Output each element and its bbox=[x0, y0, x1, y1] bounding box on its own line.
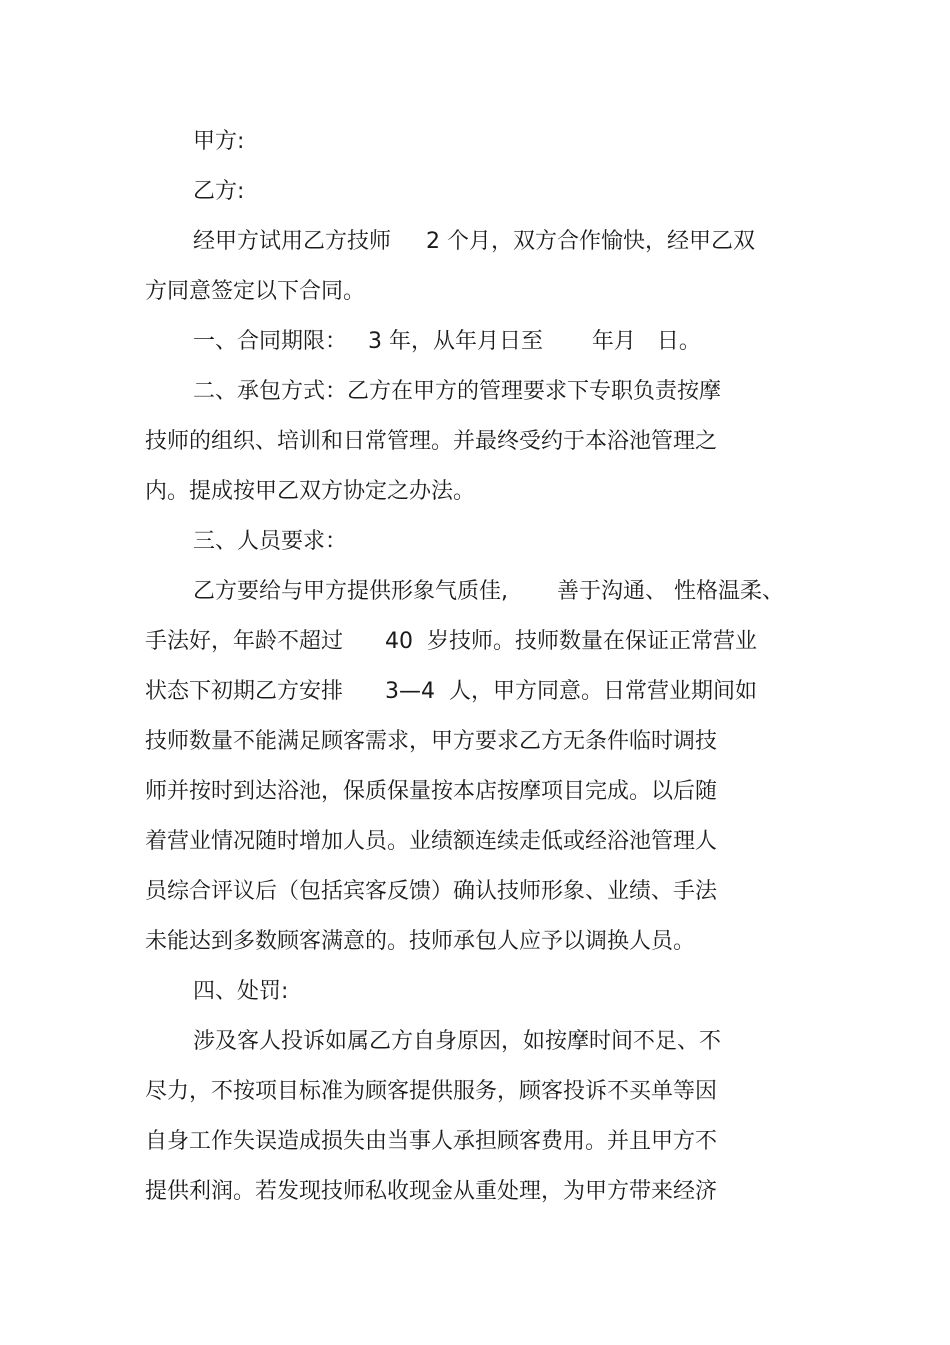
penalty-paragraph-line: 涉及客人投诉如属乙方自身原因，如按摩时间不足、不 bbox=[193, 1029, 722, 1054]
staff-paragraph-line: 着营业情况随时增加人员。业绩额连续走低或经浴池管理人 bbox=[145, 829, 718, 854]
penalty-paragraph-line: 自身工作失误造成损失由当事人承担顾客费用。并且甲方不 bbox=[145, 1129, 718, 1154]
clause-contract-method-line: 内。提成按甲乙双方协定之办法。 bbox=[145, 479, 476, 504]
clause-penalty-heading: 四、处罚: bbox=[193, 979, 289, 1004]
clause-contract-method-line: 二、承包方式：乙方在甲方的管理要求下专职负责按摩 bbox=[193, 379, 722, 404]
intro-paragraph-line: 方同意签定以下合同。 bbox=[145, 279, 366, 304]
staff-paragraph-line: 技师数量不能满足顾客需求，甲方要求乙方无条件临时调技 bbox=[145, 729, 718, 754]
clause-term: 一、合同期限： 3 年，从年月日至 年月 日。 bbox=[193, 329, 701, 354]
party-a-label: 甲方: bbox=[193, 129, 245, 154]
staff-paragraph-line: 状态下初期乙方安排 3—4 人，甲方同意。日常营业期间如 bbox=[145, 679, 757, 704]
clause-contract-method-line: 技师的组织、培训和日常管理。并最终受约于本浴池管理之 bbox=[145, 429, 718, 454]
staff-paragraph-line: 手法好，年龄不超过 40 岁技师。技师数量在保证正常营业 bbox=[145, 629, 757, 654]
staff-paragraph-line: 师并按时到达浴池，保质保量按本店按摩项目完成。以后随 bbox=[145, 779, 718, 804]
penalty-paragraph-line: 提供利润。若发现技师私收现金从重处理，为甲方带来经济 bbox=[145, 1179, 718, 1204]
penalty-paragraph-line: 尽力，不按项目标准为顾客提供服务，顾客投诉不买单等因 bbox=[145, 1079, 718, 1104]
staff-paragraph-line: 乙方要给与甲方提供形象气质佳, 善于沟通、 性格温柔、 bbox=[193, 579, 784, 604]
clause-staff-heading: 三、人员要求： bbox=[193, 529, 348, 554]
staff-paragraph-line: 员综合评议后（包括宾客反馈）确认技师形象、业绩、手法 bbox=[145, 879, 718, 904]
staff-paragraph-line: 未能达到多数顾客满意的。技师承包人应予以调换人员。 bbox=[145, 929, 696, 954]
intro-paragraph-line: 经甲方试用乙方技师 2 个月，双方合作愉快，经甲乙双 bbox=[193, 229, 755, 254]
party-b-label: 乙方: bbox=[193, 179, 245, 204]
